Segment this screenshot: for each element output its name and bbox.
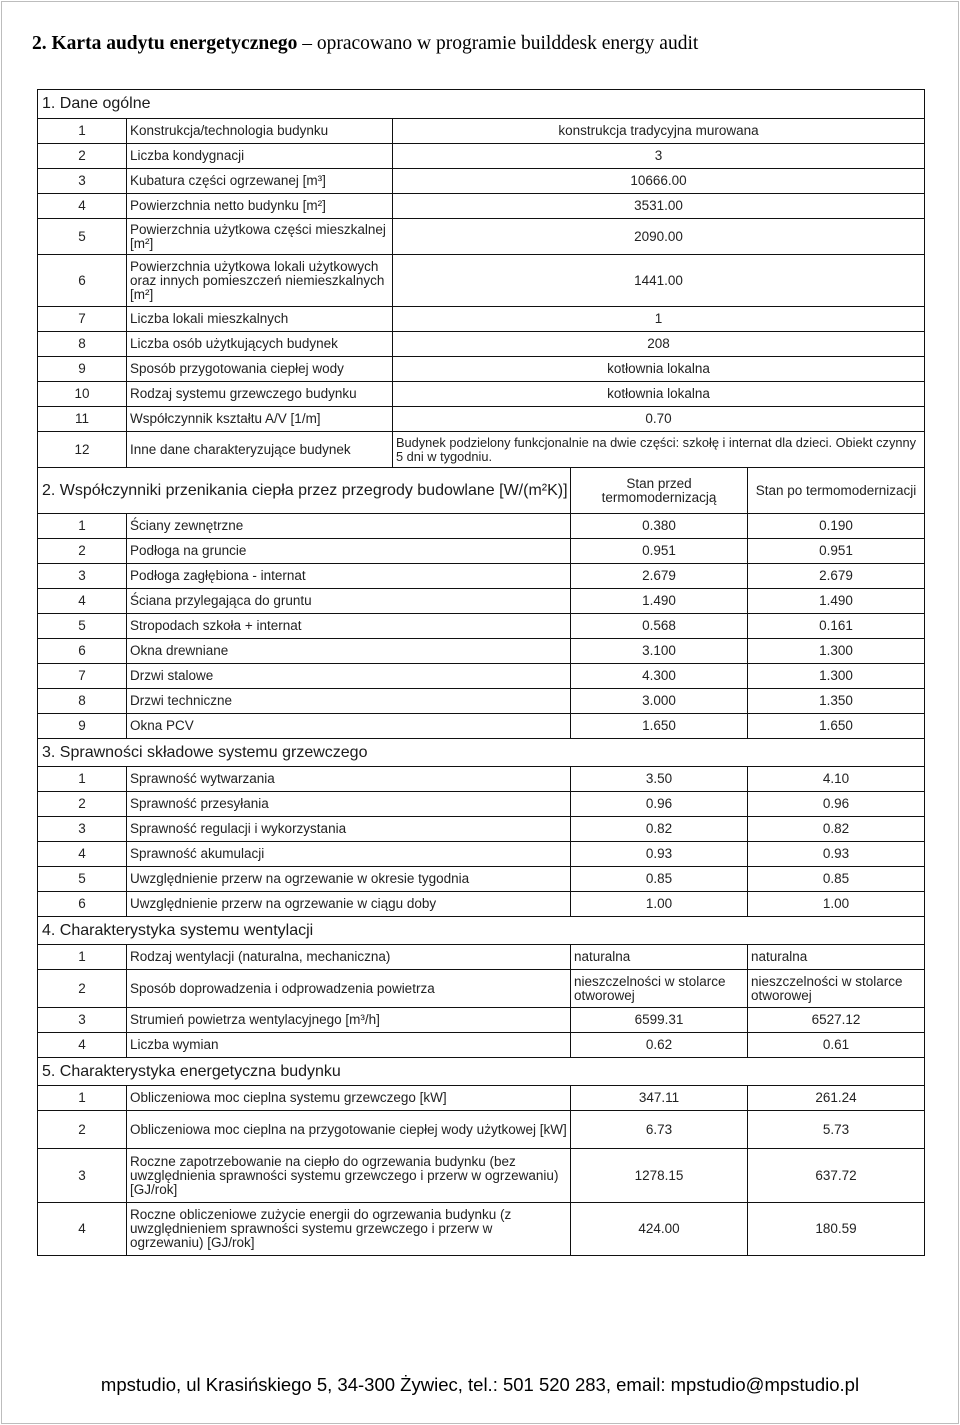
row-value: 0.70 — [392, 407, 924, 431]
row-number: 3 — [78, 1012, 86, 1027]
table-row — [37, 143, 925, 168]
row-number: 11 — [74, 411, 89, 426]
table-row — [37, 1085, 925, 1110]
row-number: 3 — [78, 568, 86, 583]
table-row — [37, 1110, 925, 1148]
table-row — [37, 406, 925, 431]
value-after: nieszczelności w stolarce otworowej — [747, 970, 924, 1007]
value-before: 0.82 — [570, 817, 747, 841]
table-row — [37, 841, 925, 866]
section-title: 5. Charakterystyka energetyczna budynku — [42, 1062, 341, 1080]
table-row — [37, 588, 925, 613]
table-row — [37, 1007, 925, 1032]
value-after: 1.300 — [747, 639, 924, 663]
table-row — [37, 381, 925, 406]
heading-rest: opracowano w programie builddesk energy audit — [316, 33, 699, 54]
row-number: 7 — [78, 668, 86, 683]
table-row — [37, 638, 925, 663]
row-value: 1 — [392, 307, 924, 331]
value-before: 0.85 — [570, 867, 747, 891]
value-after: 0.85 — [747, 867, 924, 891]
value-after: 0.190 — [747, 514, 924, 538]
row-number: 1 — [78, 949, 86, 964]
section-title-row — [37, 738, 925, 766]
row-number: 1 — [78, 123, 86, 138]
section-header-row — [37, 467, 925, 513]
value-after: 5.73 — [747, 1111, 924, 1148]
row-number: 1 — [78, 771, 86, 786]
row-value: 3 — [392, 144, 924, 168]
row-value: 3531.00 — [392, 194, 924, 218]
row-number: 8 — [78, 693, 86, 708]
table-row — [37, 118, 925, 143]
table-row — [37, 663, 925, 688]
row-number: 2 — [78, 796, 86, 811]
row-label: Rodzaj wentylacji (naturalna, mechaniczna) — [126, 945, 570, 969]
value-before: nieszczelności w stolarce otworowej — [570, 970, 747, 1007]
value-after: 637.72 — [747, 1149, 924, 1202]
row-number: 8 — [78, 336, 86, 351]
value-after: 0.161 — [747, 614, 924, 638]
table-row — [37, 944, 925, 969]
value-after: 1.650 — [747, 714, 924, 738]
row-number: 3 — [78, 1167, 86, 1183]
column-header-after: Stan po termomodernizacji — [747, 468, 924, 513]
value-before: 6.73 — [570, 1111, 747, 1148]
row-value: kotłownia lokalna — [392, 357, 924, 381]
value-before: 1.490 — [570, 589, 747, 613]
value-after: 1.00 — [747, 892, 924, 916]
column-header-before: Stan przed termomodernizacją — [570, 468, 747, 513]
table-row — [37, 613, 925, 638]
table-row — [37, 431, 925, 467]
row-label: Uwzględnienie przerw na ogrzewanie w okresie tygodnia — [126, 867, 570, 891]
value-before: 347.11 — [570, 1086, 747, 1110]
section-title-row — [37, 89, 925, 118]
row-value: 208 — [392, 332, 924, 356]
row-label: Uwzględnienie przerw na ogrzewanie w ciągu doby — [126, 892, 570, 916]
table-row — [37, 254, 925, 306]
row-label: Drzwi techniczne — [126, 689, 570, 713]
row-value: Budynek podzielony funkcjonalnie na dwie części: szkołę i internat dla dzieci. Obiekt czynny 5 dni w tygodniu. — [392, 432, 924, 467]
row-label: Drzwi stalowe — [126, 664, 570, 688]
row-number: 1 — [78, 1090, 86, 1105]
table-row — [37, 1032, 925, 1057]
row-number: 9 — [78, 718, 86, 733]
row-number: 6 — [78, 643, 86, 658]
row-label: Liczba kondygnacji — [126, 144, 392, 168]
table-row — [37, 563, 925, 588]
table-row — [37, 713, 925, 738]
row-number: 5 — [78, 228, 86, 244]
value-before: 0.96 — [570, 792, 747, 816]
row-label: Powierzchnia użytkowa lokali użytkowych oraz innych pomieszczeń niemieszkalnych [m²] — [126, 255, 392, 306]
value-before: naturalna — [570, 945, 747, 969]
row-label: Ściana przylegająca do gruntu — [126, 589, 570, 613]
row-number: 7 — [78, 311, 86, 326]
row-value: 2090.00 — [392, 219, 924, 254]
row-label: Podłoga zagłębiona - internat — [126, 564, 570, 588]
row-label: Powierzchnia użytkowa części mieszkalnej [m²] — [126, 219, 392, 254]
value-after: 6527.12 — [747, 1008, 924, 1032]
value-before: 0.62 — [570, 1033, 747, 1057]
table-row — [37, 816, 925, 841]
row-number: 2 — [78, 1121, 86, 1137]
value-before: 0.380 — [570, 514, 747, 538]
row-number: 5 — [78, 871, 86, 886]
row-label: Okna PCV — [126, 714, 570, 738]
section-title-row — [37, 1057, 925, 1085]
value-after: naturalna — [747, 945, 924, 969]
row-label: Obliczeniowa moc cieplna systemu grzewczego [kW] — [126, 1086, 570, 1110]
value-after: 4.10 — [747, 767, 924, 791]
row-number: 6 — [78, 896, 86, 911]
row-label: Okna drewniane — [126, 639, 570, 663]
row-label: Konstrukcja/technologia budynku — [126, 119, 392, 143]
value-after: 261.24 — [747, 1086, 924, 1110]
value-after: 0.951 — [747, 539, 924, 563]
value-before: 0.951 — [570, 539, 747, 563]
value-after: 2.679 — [747, 564, 924, 588]
table-row — [37, 331, 925, 356]
row-number: 4 — [78, 198, 86, 213]
row-label: Liczba osób użytkujących budynek — [126, 332, 392, 356]
row-label: Sprawność akumulacji — [126, 842, 570, 866]
row-label: Ściany zewnętrzne — [126, 514, 570, 538]
row-number: 6 — [78, 272, 86, 288]
value-before: 0.568 — [570, 614, 747, 638]
row-label: Sposób doprowadzenia i odprowadzenia powietrza — [126, 970, 570, 1007]
heading-bold: 2. Karta audytu energetycznego — [32, 33, 298, 54]
row-label: Kubatura części ogrzewanej [m³] — [126, 169, 392, 193]
row-label: Obliczeniowa moc cieplna na przygotowanie ciepłej wody użytkowej [kW] — [126, 1111, 570, 1148]
value-before: 1.650 — [570, 714, 747, 738]
row-number: 3 — [78, 173, 86, 188]
value-after: 1.350 — [747, 689, 924, 713]
row-number: 4 — [78, 1037, 86, 1052]
value-before: 424.00 — [570, 1203, 747, 1255]
row-label: Sprawność przesyłania — [126, 792, 570, 816]
row-label: Sposób przygotowania ciepłej wody — [126, 357, 392, 381]
table-row — [37, 791, 925, 816]
value-before: 0.93 — [570, 842, 747, 866]
value-after: 180.59 — [747, 1203, 924, 1255]
row-label: Powierzchnia netto budynku [m²] — [126, 194, 392, 218]
section-title: 3. Sprawności składowe systemu grzewczego — [42, 743, 368, 761]
table-row — [37, 866, 925, 891]
value-after: 0.61 — [747, 1033, 924, 1057]
value-before: 4.300 — [570, 664, 747, 688]
document-heading: 2. Karta audytu energetycznego – opracowano w programie builddesk energy audit — [32, 33, 699, 54]
row-value: 1441.00 — [392, 255, 924, 306]
row-label: Roczne obliczeniowe zużycie energii do ogrzewania budynku (z uwzględnieniem sprawności systemu grzewczego i przerw w ogrzewaniu) [GJ/rok] — [126, 1203, 570, 1255]
row-label: Podłoga na gruncie — [126, 539, 570, 563]
row-value: 10666.00 — [392, 169, 924, 193]
row-value: konstrukcja tradycyjna murowana — [392, 119, 924, 143]
table-row — [37, 306, 925, 331]
row-label: Liczba wymian — [126, 1033, 570, 1057]
value-after: 0.96 — [747, 792, 924, 816]
row-label: Rodzaj systemu grzewczego budynku — [126, 382, 392, 406]
table-row — [37, 193, 925, 218]
row-number: 2 — [78, 980, 86, 996]
row-label: Liczba lokali mieszkalnych — [126, 307, 392, 331]
value-before: 6599.31 — [570, 1008, 747, 1032]
row-number: 4 — [78, 1221, 86, 1236]
row-number: 9 — [78, 361, 86, 376]
value-before: 1278.15 — [570, 1149, 747, 1202]
row-label: Sprawność wytwarzania — [126, 767, 570, 791]
value-after: 1.490 — [747, 589, 924, 613]
value-before: 2.679 — [570, 564, 747, 588]
table-row — [37, 218, 925, 254]
value-before: 1.00 — [570, 892, 747, 916]
footer-contact: mpstudio, ul Krasińskiego 5, 34-300 Żywiec, tel.: 501 520 283, email: mpstudio@mpstudio.pl — [100, 1374, 860, 1395]
table-row — [37, 356, 925, 381]
row-number: 1 — [78, 518, 86, 533]
value-before: 3.000 — [570, 689, 747, 713]
row-value: kotłownia lokalna — [392, 382, 924, 406]
section-title: 2. Współczynniki przenikania ciepła przez przegrody budowlane [W/(m²K)] — [42, 482, 568, 499]
row-number: 12 — [74, 441, 90, 457]
audit-table — [37, 89, 925, 1256]
table-row — [37, 969, 925, 1007]
row-label: Strumień powietrza wentylacyjnego [m³/h] — [126, 1008, 570, 1032]
table-row — [37, 766, 925, 791]
row-label: Współczynnik kształtu A/V [1/m] — [126, 407, 392, 431]
row-number: 3 — [78, 821, 86, 836]
value-before: 3.100 — [570, 639, 747, 663]
row-number: 2 — [78, 543, 86, 558]
table-row — [37, 891, 925, 916]
row-number: 2 — [78, 148, 86, 163]
row-label: Sprawność regulacji i wykorzystania — [126, 817, 570, 841]
value-after: 0.82 — [747, 817, 924, 841]
row-number: 10 — [74, 386, 90, 401]
table-row — [37, 168, 925, 193]
value-after: 1.300 — [747, 664, 924, 688]
section-title: 4. Charakterystyka systemu wentylacji — [42, 921, 314, 939]
section-title-row — [37, 916, 925, 944]
row-number: 4 — [78, 846, 86, 861]
row-number: 4 — [78, 593, 86, 608]
table-row — [37, 538, 925, 563]
value-before: 3.50 — [570, 767, 747, 791]
table-row — [37, 1202, 925, 1256]
table-row — [37, 1148, 925, 1202]
row-label: Inne dane charakteryzujące budynek — [126, 432, 392, 467]
row-label: Stropodach szkoła + internat — [126, 614, 570, 638]
table-row — [37, 688, 925, 713]
value-after: 0.93 — [747, 842, 924, 866]
table-row — [37, 513, 925, 538]
row-number: 5 — [78, 618, 86, 633]
row-label: Roczne zapotrzebowanie na ciepło do ogrzewania budynku (bez uwzględnienia sprawności systemu grzewczego i przerw w ogrzewaniu) [GJ/rok] — [126, 1149, 570, 1202]
section-title: 1. Dane ogólne — [42, 95, 151, 112]
